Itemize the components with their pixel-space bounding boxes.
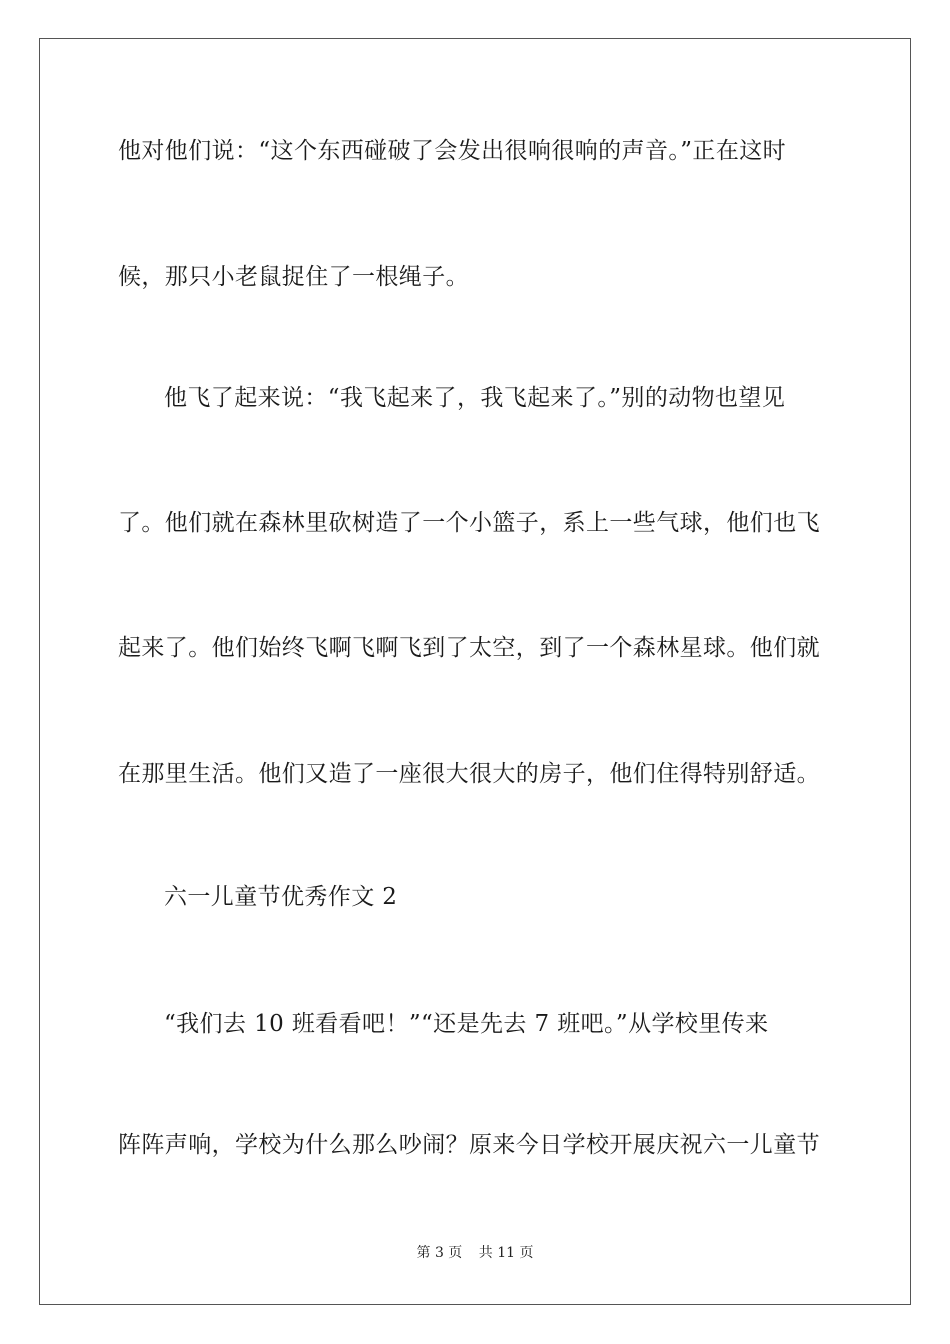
- text-line: 他飞了起来说：“我飞起来了，我飞起来了。”别的动物也望见: [164, 385, 786, 411]
- text-line: 起来了。他们始终飞啊飞啊飞到了太空，到了一个森林星球。他们就: [118, 635, 820, 661]
- text-line: 他对他们说：“这个东西碰破了会发出很响很响的声音。”正在这时: [118, 138, 787, 164]
- page-number: 第 3 页: [416, 1245, 463, 1261]
- page-footer: [0, 1243, 950, 1263]
- text-line: 阵阵声响，学校为什么那么吵闹？原来今日学校开展庆祝六一儿童节: [118, 1132, 820, 1158]
- text-line: “我们去 10 班看看吧！”“还是先去 7 班吧。”从学校里传来: [164, 1011, 769, 1037]
- section-heading: 六一儿童节优秀作文 2: [164, 884, 398, 910]
- text-line: 候，那只小老鼠捉住了一根绳子。: [118, 264, 469, 290]
- page-frame: [39, 38, 911, 1305]
- text-line: 在那里生活。他们又造了一座很大很大的房子，他们住得特别舒适。: [118, 761, 820, 787]
- text-line: 了。他们就在森林里砍树造了一个小篮子，系上一些气球，他们也飞: [118, 510, 820, 536]
- page-total: 共 11 页: [478, 1245, 534, 1261]
